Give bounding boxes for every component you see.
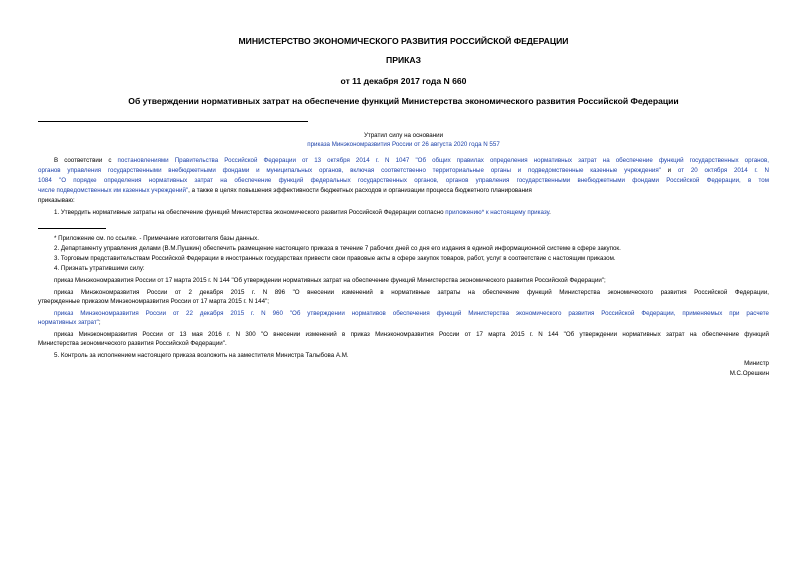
repeal-1: приказ Минэкономразвития России от 17 марта 2015 г. N 144 "Об утверждении нормативных затрат на обеспечение функций Министерства экономического развития Российской Федерации";	[54, 277, 606, 284]
resolution-1084-link-cont[interactable]: 1084 "О порядке определения нормативных затрат на обеспечение функций федеральных государственных органов, органов управления государственными внебюджетными фондами Российской Федерации, в том	[38, 177, 769, 184]
resolution-1084-link[interactable]: от 20 октября 2014 г. N	[677, 167, 769, 174]
signature-position: Министр	[744, 360, 769, 367]
preamble-line-2: органов управления государственными внебюджетными фондами и муниципальных органов, включая соответственно территориальные органы и подведомственные казенные учреждения" и от 20 октября 2014 г. N	[38, 167, 769, 174]
item-3: 3. Торговым представительствам Российской Федерации в иностранных государствах привести свои правовые акты в сфере закупок товаров, работ, услуг в соответствие с настоящим приказом.	[54, 255, 616, 262]
resolution-1047-link[interactable]: постановлениями Правительства Российской Федерации от 13 октября 2014 г. N 1047 "Об общих правилах определения нормативных затрат на обеспечение функций государственных органов,	[117, 157, 769, 164]
order-960-link[interactable]: приказ Минэкономразвития России от 22 декабря 2015 г. N 960 "Об утверждении нормативов обеспечения функций Министерства экономического развития Российской Федерации, применяемых при расчете	[54, 310, 769, 317]
item-5: 5. Контроль за исполнением настоящего приказа возложить на заместителя Министра Талыбова А.М.	[54, 352, 349, 359]
appendix-link[interactable]: приложению* к настоящему приказу	[445, 209, 550, 216]
status-note: Утратил силу на основании	[363, 132, 444, 139]
signature-name: М.С.Орешкин	[729, 370, 769, 377]
repeal-3-line-2: нормативных затрат";	[38, 319, 101, 326]
status-note-link-line	[0, 141, 807, 148]
preamble-line-1: В соответствии с постановлениями Правительства Российской Федерации от 13 октября 2014 г. N 1047 "Об общих правилах определения нормативных затрат на обеспечение функций государственных органов,	[54, 157, 769, 164]
doc-title: Об утверждении нормативных затрат на обеспечение функций Министерства экономического развития Российской Федерации	[128, 96, 679, 106]
resolution-1047-link-cont[interactable]: органов управления государственными внебюджетными фондами и муниципальных органов, включая соответственно территориальные органы и подведомственные казенные учреждения"	[38, 167, 661, 174]
item-2: 2. Департаменту управления делами (В.М.Пушкин) обеспечить размещение настоящего приказа в течение 7 рабочих дней со дня его издания в единой информационной системе в сфере закупок.	[54, 245, 621, 252]
footnote-divider	[38, 228, 106, 229]
preamble-line-3	[38, 177, 769, 185]
repeal-4-line-1: приказ Минэкономразвития России от 13 мая 2016 г. N 300 "О внесении изменений в приказ Минэкономразвития России от 17 марта 2015 г. N 144 "Об утверждении нормативных затрат на обеспечение функций	[54, 331, 769, 338]
doc-type: ПРИКАЗ	[386, 55, 421, 65]
item-4: 4. Признать утратившими силу:	[54, 265, 145, 272]
repeal-order-link[interactable]: приказа Минэкономразвития России от 26 августа 2020 года N 557	[307, 141, 500, 148]
order-960-link-cont[interactable]: нормативных затрат"	[38, 319, 99, 326]
preamble-line-5: приказываю:	[38, 197, 75, 204]
repeal-2-line-2: утвержденные приказом Минэкономразвития России от 17 марта 2015 г. N 144";	[38, 298, 269, 305]
repeal-2-line-1: приказ Минэкономразвития России от 2 декабря 2015 г. N 896 "О внесении изменений в нормативные затраты на обеспечение функций Министерства экономического развития Российской Федерации,	[54, 289, 769, 296]
resolution-1084-link-end[interactable]: числе подведомственных им казенных учреждений"	[38, 187, 189, 194]
preamble-line-4: числе подведомственных им казенных учреждений", а также в целях повышения эффективности бюджетных расходов и организации процесса бюджетного планирования	[38, 187, 532, 194]
ministry-name: МИНИСТЕРСТВО ЭКОНОМИЧЕСКОГО РАЗВИТИЯ РОССИЙСКОЙ ФЕДЕРАЦИИ	[238, 36, 569, 46]
repeal-3-line-1	[38, 310, 769, 318]
repeal-4-line-2: Министерства экономического развития Российской Федерации".	[38, 340, 227, 347]
doc-date-number: от 11 декабря 2017 года N 660	[340, 76, 467, 86]
item-1: 1. Утвердить нормативные затраты на обеспечение функций Министерства экономического развития Российской Федерации согласно приложению* к настоящему приказу.	[54, 209, 551, 216]
footnote: * Приложение см. по ссылке. - Примечание изготовителя базы данных.	[54, 235, 259, 242]
title-divider	[38, 121, 308, 122]
